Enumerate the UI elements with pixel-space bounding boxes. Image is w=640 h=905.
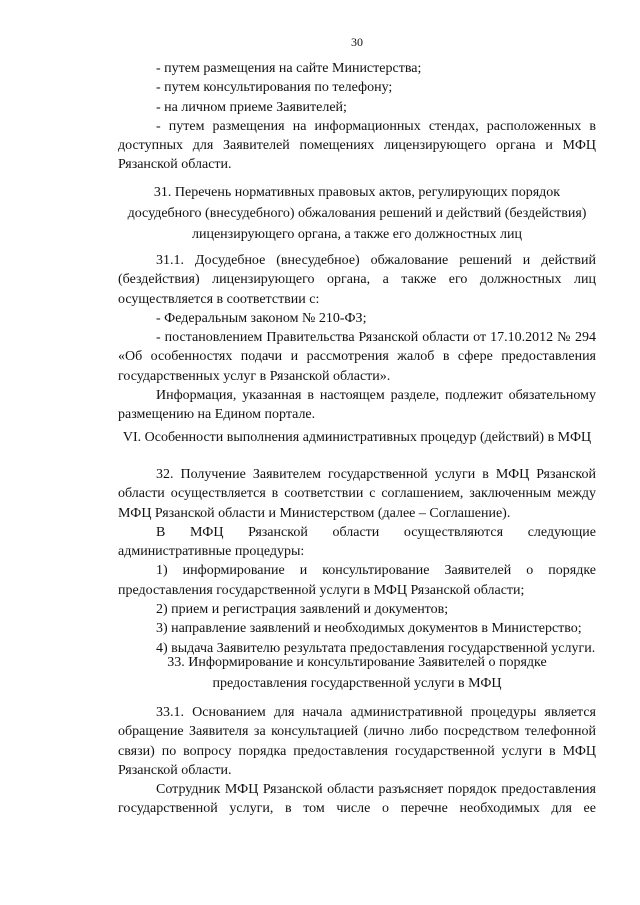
list-item: 3) направление заявлений и необходимых документов в Министерство;: [156, 621, 582, 637]
section-vi-heading: VI. Особенности выполнения административных процедур (действий) в МФЦ: [122, 430, 592, 445]
list-item: - постановлением Правительства Рязанской области от 17.10.2012 № 294 «Об особенностях подачи и рассмотрения жалоб в сфере предоставления государственных услуг в Рязанской области».: [118, 330, 596, 384]
paragraph: Информация, указанная в настоящем разделе, подлежит обязательному размещению на Едином портале.: [118, 388, 596, 423]
list-item: - на личном приеме Заявителей;: [156, 99, 347, 115]
paragraph-line: В МФЦ Рязанской области осуществляются следующие: [156, 524, 596, 540]
page-number: 30: [351, 35, 363, 49]
list-item: 2) прием и регистрация заявлений и документов;: [156, 602, 449, 618]
paragraph-line: административные процедуры:: [118, 544, 305, 560]
section-33-heading: 33. Информирование и консультирование Заявителей о порядке предоставления государственной услуги в МФЦ: [167, 655, 547, 691]
paragraph: 31.1. Досудебное (внесудебное) обжалование решений и действий (бездействия) лицензирующего органа, а также его должностных лиц осуществляется в соответствии с:: [118, 253, 596, 307]
list-item: - путем размещения на информационных стендах, расположенных в доступных для Заявителей помещениях лицензирующего органа и МФЦ Рязанской области.: [118, 118, 596, 173]
paragraph: Сотрудник МФЦ Рязанской области разъясняет порядок предоставления государственной услуги, в том числе о перечне необходимых для ее: [118, 782, 596, 817]
list-item: - путем консультирования по телефону;: [156, 80, 393, 96]
paragraph: 32. Получение Заявителем государственной услуги в МФЦ Рязанской области осуществляется в соответствии с соглашением, заключенным между МФЦ Рязанской области и Министерством (далее – Соглашение).: [118, 467, 596, 521]
section-31-body: [118, 251, 596, 425]
paragraph: 33.1. Основанием для начала административной процедуры является обращение Заявителя за консультацией (лично либо посредством телефонной связи) по вопросу порядка предоставления государственной услуги в МФЦ Рязанской области.: [118, 705, 596, 778]
list-item: 1) информирование и консультирование Заявителей о порядке предоставления государственной услуги в МФЦ Рязанской области;: [118, 563, 596, 598]
section-33-body: [118, 703, 596, 819]
list-item: - Федеральным законом № 210-ФЗ;: [156, 310, 367, 326]
list-item: 4) выдача Заявителю результата предоставления государственной услуги.: [156, 640, 596, 656]
list-item: - путем размещения на сайте Министерства;: [156, 61, 422, 76]
section-31-heading: 31. Перечень нормативных правовых актов, регулирующих порядок досудебного (внесудебного) обжалования решений и действий (бездействия) лицензирующего органа, а также его должностных лиц: [127, 185, 587, 242]
top-list: [118, 59, 596, 175]
section-32-body: [118, 465, 596, 658]
